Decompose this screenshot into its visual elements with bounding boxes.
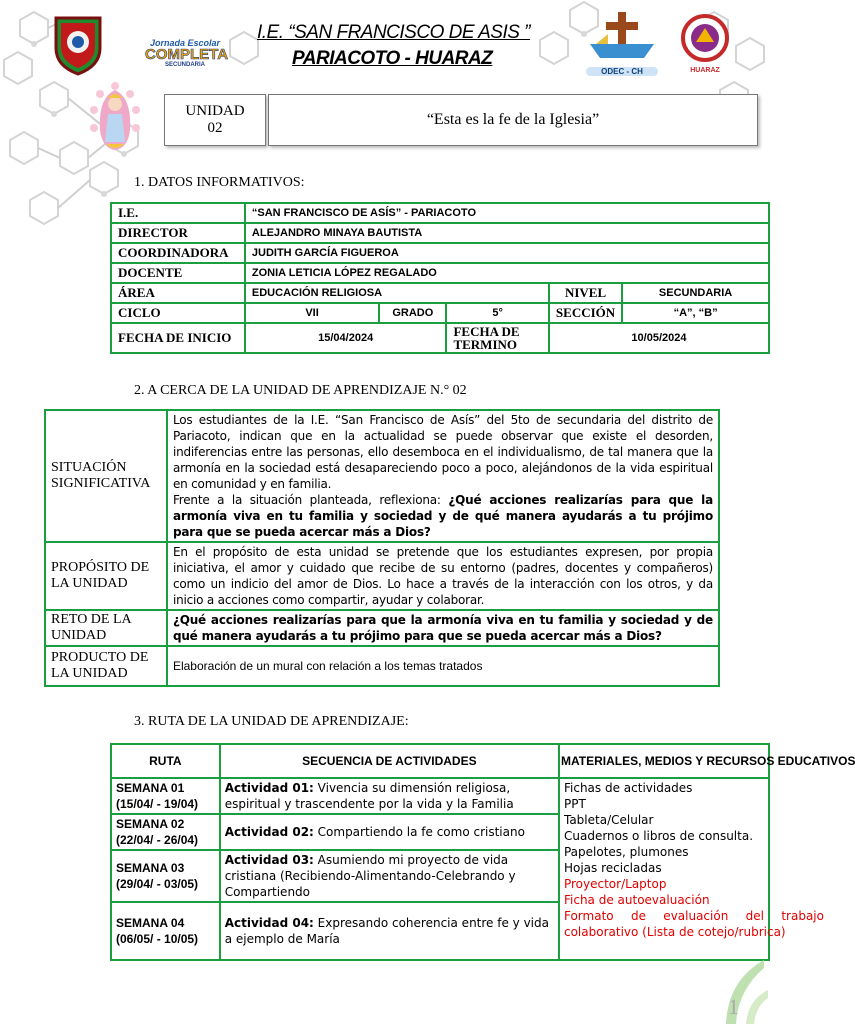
nivel-label: NIVEL (549, 283, 622, 303)
school-location-title: PARIACOTO - HUARAZ (292, 48, 493, 69)
reto-label: RETO DE LA UNIDAD (45, 610, 167, 646)
situacion-question (173, 492, 713, 540)
jornada-logo-line3: SECUNDARIA (164, 62, 205, 68)
ugel-logo (676, 14, 734, 74)
material-item: PPT (563, 797, 586, 811)
week-label: SEMANA 03 (116, 861, 185, 875)
docente-label: DOCENTE (111, 263, 245, 283)
ie-label: I.E. (111, 203, 245, 223)
section2-heading: 2. A CERCA DE LA UNIDAD DE APRENDIZAJE N.° 02 (134, 383, 467, 398)
material-item-red: Formato de evaluación del trabajo colaborativo (Lista de cotejo/rubrica) (563, 909, 824, 939)
ugel-seal-icon (676, 14, 734, 62)
activity-label: Actividad 02: (224, 825, 314, 839)
week-label: SEMANA 02 (116, 817, 185, 831)
coordinadora-label: COORDINADORA (111, 243, 245, 263)
activity-cell (220, 778, 559, 814)
activity-text: Compartiendo la fe como cristiano (313, 825, 525, 839)
week-cell (111, 778, 220, 814)
fecha-termino-label: FECHA DE TERMINO (446, 323, 548, 353)
fecha-inicio-label: FECHA DE INICIO (111, 323, 245, 353)
docente-value: ZONIA LETICIA LÓPEZ REGALADO (245, 263, 769, 283)
activity-label: Actividad 01: (224, 781, 314, 795)
table-row (111, 263, 769, 283)
material-item: Papelotes, plumones (563, 845, 689, 859)
odec-label: ODEC - CH (586, 67, 658, 76)
jornada-escolar-logo (145, 38, 229, 72)
material-item: Fichas de actividades (563, 781, 693, 795)
area-value: EDUCACIÓN RELIGIOSA (245, 283, 549, 303)
materials-list (563, 780, 824, 940)
unit-number: 02 (207, 120, 223, 136)
situacion-question-bold: ¿Qué acciones realizarías para que la armonía viva en tu familia y sociedad y de qué manera ayudarás a tu prójimo para que se pueda acercar más a Dios? (172, 493, 713, 539)
school-name-title: I.E. “SAN FRANCISCO DE ASIS ” (257, 22, 531, 43)
col-secuencia-header: SECUENCIA DE ACTIVIDADES (220, 744, 559, 778)
reto-text: ¿Qué acciones realizarías para que la armonía viva en tu familia y sociedad y de qué manera ayudarás a tu prójimo para que se pueda acercar más a Dios? (167, 610, 719, 646)
grado-value: 5° (446, 303, 548, 323)
unit-label: UNIDAD (185, 103, 245, 119)
proposito-text: En el propósito de esta unidad se pretende que los estudiantes expresen, por propia iniciativa, el amor y cuidado que recibe de su entorno (padres, docentes y compañeros) como un indicio del amor de Dios. Lo hace a través de la interacción con los otros, y da inicio a acciones como compartir, ayudar y colaborar. (167, 542, 719, 610)
material-item: Cuadernos o libros de consulta. (563, 829, 754, 843)
week-label: SEMANA 04 (116, 916, 185, 930)
table-row (111, 223, 769, 243)
table-row (111, 203, 769, 223)
ciclo-value: VII (245, 303, 379, 323)
activity-cell (220, 850, 559, 902)
coordinadora-value: JUDITH GARCÍA FIGUEROA (245, 243, 769, 263)
material-item-red: Ficha de autoevaluación (563, 893, 710, 907)
table-row (111, 243, 769, 263)
ciclo-label: CICLO (111, 303, 245, 323)
week-dates: (06/05/ - 10/05) (116, 932, 199, 946)
ugel-label: HUARAZ (690, 67, 720, 74)
grado-label: GRADO (379, 303, 446, 323)
unit-title-box (268, 94, 758, 146)
activity-cell (220, 814, 559, 850)
col-materiales-header (559, 744, 855, 778)
week-cell (111, 814, 220, 850)
activity-text: Expresando coherencia entre fe y vida a ejemplo de María (224, 916, 549, 946)
week-cell (111, 850, 220, 902)
seccion-label: SECCIÓN (549, 303, 622, 323)
section1-heading: 1. DATOS INFORMATIVOS: (134, 175, 305, 190)
director-value: ALEJANDRO MINAYA BAUTISTA (245, 223, 769, 243)
week-cell (111, 902, 220, 960)
nivel-value: SECUNDARIA (622, 283, 769, 303)
situacion-cell (167, 410, 719, 542)
table-row (111, 778, 769, 814)
seccion-value: “A”, “B” (622, 303, 769, 323)
col-ruta-header: RUTA (111, 744, 220, 778)
cross-boat-icon (586, 10, 658, 62)
table-row (111, 323, 769, 353)
school-crest-logo (52, 14, 104, 76)
fecha-termino-value: 10/05/2024 (549, 323, 769, 353)
datos-informativos-table (110, 202, 770, 354)
material-item: Tableta/Celular (563, 813, 654, 827)
unit-title: “Esta es la fe de la Iglesia” (426, 111, 600, 128)
odec-logo (586, 10, 658, 76)
table-row (111, 283, 769, 303)
situacion-label: SITUACIÓN SIGNIFICATIVA (45, 410, 167, 542)
table-row (45, 646, 719, 686)
table-row (45, 610, 719, 646)
director-label: DIRECTOR (111, 223, 245, 243)
situacion-text: Los estudiantes de la I.E. “San Francisco de Asís” del 5to de secundaria del distrito de Pariacoto, indican que en la actualidad se puede observar que existe el desorden, indiferencias entre las personas, ello desemboca en el individualismo, de tal manera que la armonía en la sociedad está desapareciendo poco a poco, alejándonos de la vida espiritual en comunidad y en familia. (172, 413, 713, 491)
jornada-logo-line1: Jornada Escolar (149, 38, 221, 48)
week-dates: (22/04/ - 26/04) (116, 833, 199, 847)
week-dates: (15/04/ - 19/04) (116, 797, 199, 811)
table-row (45, 542, 719, 610)
activity-label: Actividad 03: (224, 853, 314, 867)
material-item-red: Proyector/Laptop (563, 877, 667, 891)
page-number: 1 (728, 994, 739, 1019)
materials-cell (559, 778, 824, 960)
activity-label: Actividad 04: (224, 916, 314, 930)
col-materiales-text: MATERIALES, MEDIOS Y RECURSOS EDUCATIVOS (560, 754, 855, 768)
table-row (111, 303, 769, 323)
table-header-row (111, 744, 769, 778)
section3-heading: 3. RUTA DE LA UNIDAD DE APRENDIZAJE: (134, 714, 409, 729)
virgin-mary-image (88, 80, 142, 154)
activity-text: Asumiendo mi proyecto de vida cristiana (Recibiendo-Alimentando-Celebrando y Compartiendo (224, 853, 516, 899)
activity-cell (220, 902, 559, 960)
week-label: SEMANA 01 (116, 781, 185, 795)
unidad-aprendizaje-table (44, 409, 720, 687)
activity-text: Vivencia su dimensión religiosa, espiritual y trascendente por la vida y la Familia (224, 781, 514, 811)
jornada-logo-line2: COMPLETA (145, 46, 229, 63)
area-label: ÁREA (111, 283, 245, 303)
table-row (45, 410, 719, 542)
ie-value: “SAN FRANCISCO DE ASÍS” - PARIACOTO (245, 203, 769, 223)
unit-number-box (164, 94, 266, 146)
proposito-label: PROPÓSITO DE LA UNIDAD (45, 542, 167, 610)
ruta-aprendizaje-table (110, 743, 855, 961)
fecha-inicio-value: 15/04/2024 (245, 323, 447, 353)
producto-label: PRODUCTO DE LA UNIDAD (45, 646, 167, 686)
producto-text: Elaboración de un mural con relación a los temas tratados (167, 646, 719, 686)
situacion-question-prefix: Frente a la situación planteada, reflexiona: (172, 493, 449, 507)
material-item: Hojas recicladas (563, 861, 662, 875)
week-dates: (29/04/ - 03/05) (116, 877, 199, 891)
leaf-decoration-icon (718, 960, 768, 1024)
